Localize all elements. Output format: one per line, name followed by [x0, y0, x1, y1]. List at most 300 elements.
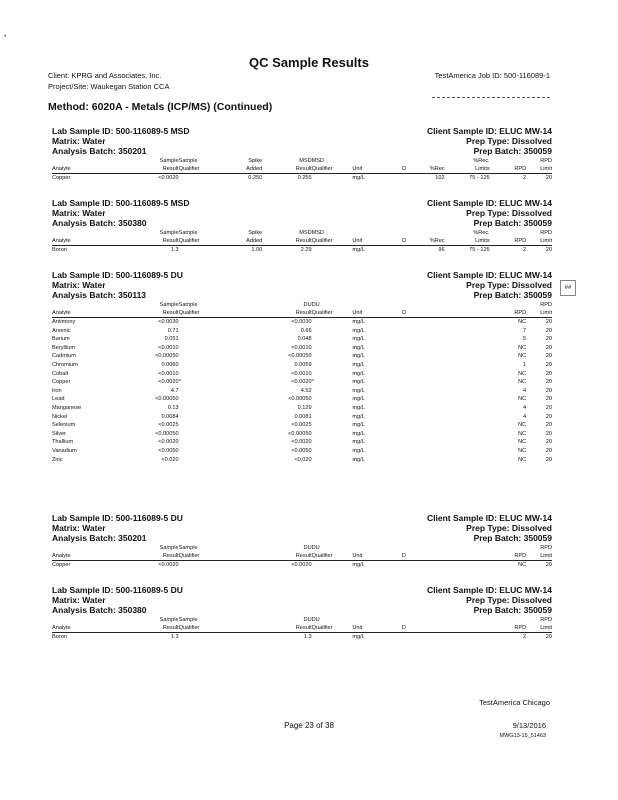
column-header-cell: Unit: [352, 624, 393, 633]
column-header-top-cell: DU: [303, 545, 312, 551]
table-row: [52, 318, 552, 327]
column-header-top-cell: DU: [303, 302, 312, 308]
table-row-cell: [415, 344, 445, 353]
table-row: [52, 335, 552, 344]
column-header-cell: D: [393, 552, 414, 561]
table-row-cell: [179, 344, 218, 353]
table-row-cell: 20: [545, 379, 552, 386]
report-date: 9/13/2016: [512, 721, 546, 730]
table-row-cell: [312, 174, 353, 183]
table-row: [52, 395, 552, 404]
table-row-cell: [415, 327, 445, 336]
column-header-cell: Qualifier: [179, 237, 218, 246]
footer-lab-name: TestAmerica Chicago: [479, 698, 550, 707]
column-header-cell: Qualifier: [179, 624, 218, 633]
table-row-cell: [445, 352, 490, 361]
table-row-cell: [312, 335, 353, 344]
column-header-top-cell: [490, 544, 526, 552]
table-row-cell: [415, 361, 445, 370]
column-header-top-cell: Sample: [159, 617, 179, 623]
table-row-cell: mg/L: [352, 404, 365, 411]
column-header-cell: %Rec: [415, 237, 445, 246]
table-row-cell: 20: [545, 175, 552, 181]
table-row-cell: [393, 327, 414, 336]
table-row-cell: [393, 413, 414, 422]
table-row-cell: [179, 456, 218, 465]
column-header-cell: RPD: [490, 237, 526, 246]
table-row-cell: Copper: [52, 379, 71, 386]
matrix: Matrix: Water: [52, 280, 106, 290]
table-row-cell: 0.051: [164, 336, 179, 343]
column-header-cell: [445, 309, 490, 318]
table-row-cell: [445, 413, 490, 422]
table-row-cell: mg/L: [352, 327, 365, 334]
table-row-cell: [445, 430, 490, 439]
table-row-cell: 20: [545, 562, 552, 568]
column-header-top-cell: [217, 544, 262, 552]
table-row-cell: <0.00050: [155, 353, 179, 360]
column-header: [52, 165, 552, 174]
prep-type: Prep Type: Dissolved: [466, 523, 552, 533]
column-header-cell: [445, 624, 490, 633]
qc-block: [52, 513, 552, 570]
table-row: [52, 246, 552, 255]
table-row-cell: [217, 344, 262, 353]
table-row: [52, 174, 552, 183]
column-header-top-cell: MSD: [299, 158, 312, 164]
client-sample-id: Client Sample ID: ELUC MW-14: [427, 270, 552, 280]
column-header-top-cell: [52, 301, 119, 309]
table-row-cell: <0.0010: [158, 344, 179, 351]
table-row: [52, 456, 552, 465]
table-row-cell: mg/L: [352, 353, 365, 360]
column-header-top-cell: Sample: [178, 617, 198, 623]
table-row-cell: 20: [545, 634, 552, 640]
table-row-cell: 0.0060: [161, 361, 179, 368]
column-header-top-cell: Sample: [178, 158, 198, 164]
column-header-cell: Unit: [352, 309, 393, 318]
column-header-top-cell: [352, 157, 393, 165]
table-row: [52, 378, 552, 387]
header-divider: [432, 97, 550, 98]
column-header-cell: Analyte: [52, 237, 119, 246]
prep-type: Prep Type: Dissolved: [466, 136, 552, 146]
table-row-cell: [312, 404, 353, 413]
column-header-top-cell: %Rec.: [473, 230, 490, 236]
table-row-cell: [445, 318, 490, 327]
table-row-cell: Chromium: [52, 361, 78, 368]
column-header-cell: [217, 624, 262, 633]
table-row-cell: 4: [523, 404, 527, 411]
table-row-cell: 2: [523, 175, 527, 181]
table-row-cell: [445, 327, 490, 336]
column-header-cell: Qualifier: [312, 309, 353, 318]
table-row-cell: 20: [545, 396, 552, 403]
table-row-cell: NC: [518, 422, 527, 429]
table-row-cell: <0.0020: [158, 562, 179, 568]
table-row-cell: [445, 378, 490, 387]
analysis-batch: Analysis Batch: 350380: [52, 605, 147, 615]
column-header-cell: Qualifier: [312, 165, 353, 174]
table-row-cell: [217, 404, 262, 413]
column-header-cell: [415, 624, 445, 633]
table-row-cell: mg/L: [352, 422, 365, 429]
table-row-cell: 0.255: [297, 175, 312, 181]
table-row: [52, 327, 552, 336]
table-row-cell: Manganese: [52, 404, 82, 411]
table-row-cell: 20: [545, 361, 552, 368]
table-row-cell: [179, 430, 218, 439]
column-header-cell: Limit: [526, 237, 552, 246]
table-row-cell: <0.0025: [291, 422, 312, 429]
table-row-cell: 0.048: [297, 336, 312, 343]
column-header-cell: %Rec: [415, 165, 445, 174]
table-row-cell: [393, 361, 414, 370]
column-header-top-cell: [393, 157, 414, 165]
table-row-cell: 2: [523, 634, 527, 640]
table-row-cell: [312, 430, 353, 439]
table-row-cell: NC: [518, 439, 527, 446]
table-row-cell: [217, 370, 262, 379]
table-row-cell: ^: [178, 379, 182, 386]
qc-block: [52, 126, 552, 183]
table-row-cell: [312, 246, 353, 255]
table-row-cell: 0.71: [167, 327, 179, 334]
table-row-cell: 0.13: [167, 404, 179, 411]
table-row-cell: [415, 413, 445, 422]
column-header-top-cell: RPD: [540, 545, 552, 551]
column-header-top-cell: Sample: [159, 230, 179, 236]
table-row-cell: <0.0050: [291, 447, 312, 454]
client-sample-id: Client Sample ID: ELUC MW-14: [427, 513, 552, 523]
table-row-cell: [415, 447, 445, 456]
table-row: [52, 387, 552, 396]
table-row-cell: [445, 370, 490, 379]
table-row-cell: <0.0010: [291, 370, 312, 377]
method-heading: Method: 6020A - Metals (ICP/MS) (Continued): [48, 101, 273, 113]
table-row-cell: [312, 413, 353, 422]
table-row-cell: mg/L: [352, 413, 365, 420]
table-row-cell: Boron: [52, 634, 67, 640]
column-header-top-cell: [352, 544, 393, 552]
table-row: [52, 352, 552, 361]
table-row-cell: 2.29: [300, 247, 312, 253]
table-row-cell: [179, 327, 218, 336]
qc-block: [52, 270, 552, 464]
table-row-cell: Copper: [52, 175, 71, 181]
column-header-top-cell: Sample: [178, 545, 198, 551]
table-row-cell: [445, 421, 490, 430]
table-row-cell: [179, 370, 218, 379]
column-header-cell: [415, 309, 445, 318]
column-header-cell: Added: [217, 165, 262, 174]
table-row-cell: [445, 404, 490, 413]
table-row-cell: [393, 370, 414, 379]
prep-batch: Prep Batch: 350059: [473, 533, 552, 543]
table-row-cell: <0.00050: [288, 430, 312, 437]
prep-batch: Prep Batch: 350059: [473, 218, 552, 228]
column-header-top-cell: [393, 544, 414, 552]
table-row-cell: 1.3: [170, 247, 179, 253]
table-row-cell: [217, 378, 262, 387]
table-row-cell: 0.66: [300, 327, 312, 334]
table-row-cell: Copper: [52, 562, 71, 568]
analysis-batch: Analysis Batch: 350201: [52, 533, 147, 543]
lab-sample-id: Lab Sample ID: 500-116089-5 DU: [52, 585, 183, 595]
qc-block: [52, 585, 552, 642]
column-header: [52, 624, 552, 633]
table-row-cell: [393, 344, 414, 353]
table-row-cell: <0.0010: [291, 344, 312, 351]
table-row-cell: <0.0025: [158, 422, 179, 429]
column-header-cell: [415, 552, 445, 561]
table-row-cell: mg/L: [352, 319, 365, 325]
column-header-cell: Limits: [445, 165, 490, 174]
column-header-top-cell: [393, 616, 414, 624]
column-header-top: [52, 229, 552, 237]
column-header-top-cell: [490, 157, 526, 165]
table-row-cell: [445, 395, 490, 404]
table-row-cell: [445, 633, 490, 642]
table-row-cell: 4: [523, 413, 527, 420]
table-row-cell: mg/L: [352, 370, 365, 377]
column-header-cell: [445, 552, 490, 561]
table-row-cell: [312, 361, 353, 370]
table-row-cell: [312, 633, 353, 642]
table-row: [52, 438, 552, 447]
column-header-top-cell: Sample: [178, 230, 198, 236]
table-row: [52, 413, 552, 422]
table-row-cell: [393, 395, 414, 404]
table-row-cell: mg/L: [352, 396, 365, 403]
column-header-cell: Unit: [352, 552, 393, 561]
table-row-cell: [217, 395, 262, 404]
table-row-cell: [217, 456, 262, 465]
table-row-cell: [445, 561, 490, 570]
table-row-cell: [393, 561, 414, 570]
table-row-cell: mg/L: [352, 439, 365, 446]
column-header-top-cell: [52, 544, 119, 552]
table-row-cell: [415, 633, 445, 642]
table-row-cell: [445, 447, 490, 456]
table-row-cell: [312, 561, 353, 570]
column-header-top-cell: Sample: [159, 158, 179, 164]
column-header-cell: Result: [119, 165, 179, 174]
margin-mark: *: [4, 35, 7, 41]
column-header-cell: Limit: [526, 309, 552, 318]
column-header-cell: D: [393, 165, 414, 174]
prep-batch: Prep Batch: 350059: [473, 605, 552, 615]
column-header-top: [52, 301, 552, 309]
table-row-cell: [217, 361, 262, 370]
table-row-cell: 20: [545, 353, 552, 360]
analysis-batch: Analysis Batch: 350380: [52, 218, 147, 228]
table-row-cell: [312, 352, 353, 361]
table-row-cell: Barium: [52, 336, 70, 343]
table-row-cell: [217, 335, 262, 344]
table-row-cell: [217, 561, 262, 570]
column-header-top-cell: Spike: [248, 230, 263, 236]
table-row-cell: [393, 387, 414, 396]
matrix: Matrix: Water: [52, 208, 106, 218]
column-header-cell: Result: [119, 237, 179, 246]
table-row-cell: 0.129: [297, 404, 312, 411]
table-row-cell: [179, 413, 218, 422]
table-row: [52, 430, 552, 439]
column-header-top-cell: RPD: [540, 158, 552, 164]
job-id: TestAmerica Job ID: 500-116089-1: [434, 71, 550, 80]
table-row-cell: Boron: [52, 247, 67, 253]
table-row-cell: [217, 413, 262, 422]
column-header-cell: D: [393, 624, 414, 633]
column-header-top-cell: DU: [311, 545, 320, 551]
table-row-cell: Vanadium: [52, 447, 77, 454]
table-row-cell: <0.00050: [288, 353, 312, 360]
table-row-cell: Nickel: [52, 413, 68, 420]
table-row-cell: [312, 344, 353, 353]
results-table: [52, 229, 552, 255]
column-header-top-cell: RPD: [540, 302, 552, 308]
column-header-top-cell: %Rec.: [473, 158, 490, 164]
table-row-cell: NC: [518, 456, 527, 463]
table-row-cell: <0.0020: [291, 562, 312, 568]
table-row: [52, 361, 552, 370]
qc-block: [52, 198, 552, 255]
column-header-cell: Analyte: [52, 552, 119, 561]
column-header-top-cell: [217, 616, 262, 624]
results-table: [52, 616, 552, 642]
column-header: [52, 309, 552, 318]
table-row-cell: 0.0084: [161, 413, 179, 420]
table-row-cell: 20: [545, 344, 552, 351]
table-row-cell: 102: [435, 175, 445, 181]
table-row-cell: <0.00050: [155, 430, 179, 437]
table-row-cell: [312, 370, 353, 379]
column-header-top-cell: [445, 544, 490, 552]
table-row-cell: mg/L: [352, 344, 365, 351]
table-row-cell: [445, 335, 490, 344]
table-row-cell: Beryllium: [52, 344, 76, 351]
table-row-cell: [393, 438, 414, 447]
table-row-cell: <0.020: [294, 456, 312, 463]
table-row-cell: [179, 335, 218, 344]
table-row-cell: 4.7: [170, 387, 179, 394]
column-header-cell: Qualifier: [312, 624, 353, 633]
table-row-cell: mg/L: [352, 336, 365, 343]
table-row: [52, 447, 552, 456]
table-row-cell: [393, 318, 414, 327]
client-sample-id: Client Sample ID: ELUC MW-14: [427, 198, 552, 208]
client-sample-id: Client Sample ID: ELUC MW-14: [427, 585, 552, 595]
table-row-cell: [217, 327, 262, 336]
column-header-top-cell: [415, 301, 445, 309]
table-row-cell: Thallium: [52, 439, 74, 446]
table-row-cell: [312, 447, 353, 456]
column-header-cell: Result: [262, 624, 311, 633]
table-row-cell: 75 - 125: [469, 247, 490, 253]
column-header-cell: Limit: [526, 165, 552, 174]
column-header-top-cell: [217, 301, 262, 309]
column-header-cell: Qualifier: [312, 237, 353, 246]
table-row: [52, 370, 552, 379]
column-header-top-cell: [415, 157, 445, 165]
table-row-cell: [393, 421, 414, 430]
column-header-top-cell: MSD: [299, 230, 312, 236]
table-row-cell: mg/L: [352, 175, 365, 181]
column-header-cell: D: [393, 309, 414, 318]
column-header-top-cell: [352, 301, 393, 309]
results-table: [52, 544, 552, 570]
column-header-cell: Limit: [526, 624, 552, 633]
table-row-cell: [393, 246, 414, 255]
column-header-top-cell: [393, 301, 414, 309]
column-header-cell: [217, 309, 262, 318]
table-row-cell: [179, 404, 218, 413]
table-row-cell: [312, 387, 353, 396]
table-row-cell: Selenium: [52, 422, 76, 429]
table-row-cell: 4.52: [300, 387, 312, 394]
table-row-cell: NC: [518, 379, 527, 386]
side-stamp-icon: ##: [560, 280, 576, 296]
table-row-cell: <0.0020: [158, 439, 179, 446]
table-row-cell: [217, 633, 262, 642]
table-row-cell: [312, 421, 353, 430]
column-header-cell: RPD: [490, 624, 526, 633]
matrix: Matrix: Water: [52, 136, 106, 146]
column-header-cell: Analyte: [52, 309, 119, 318]
column-header-cell: Qualifier: [179, 552, 218, 561]
column-header-cell: Unit: [352, 237, 393, 246]
column-header-top-cell: [415, 616, 445, 624]
column-header-top: [52, 616, 552, 624]
column-header-cell: Result: [262, 165, 311, 174]
table-row-cell: NC: [518, 319, 527, 325]
table-row-cell: 2: [523, 247, 527, 253]
table-row-cell: 7: [523, 327, 527, 334]
column-header-top: [52, 157, 552, 165]
column-header-cell: D: [393, 237, 414, 246]
table-row-cell: mg/L: [352, 387, 365, 394]
prep-type: Prep Type: Dissolved: [466, 208, 552, 218]
table-row-cell: [393, 174, 414, 183]
table-row-cell: <0.0020: [158, 175, 179, 181]
analysis-batch: Analysis Batch: 350113: [52, 290, 147, 300]
column-header-top-cell: [490, 229, 526, 237]
table-row-cell: mg/L: [352, 247, 365, 253]
table-row-cell: Zinc: [52, 456, 63, 463]
column-header-top-cell: [415, 229, 445, 237]
table-row-cell: [415, 430, 445, 439]
table-row-cell: [415, 335, 445, 344]
column-header-top: [52, 544, 552, 552]
table-row-cell: 0.250: [248, 175, 263, 181]
table-row-cell: ^: [311, 379, 315, 386]
column-header-cell: Result: [262, 309, 311, 318]
table-row-cell: [312, 327, 353, 336]
table-row-cell: Silver: [52, 430, 66, 437]
table-row-cell: mg/L: [352, 456, 365, 463]
table-row-cell: mg/L: [352, 430, 365, 437]
table-row-cell: 96: [438, 247, 445, 253]
table-row-cell: [179, 438, 218, 447]
table-row-cell: [445, 456, 490, 465]
table-row-cell: 20: [545, 319, 552, 325]
column-header-cell: Unit: [352, 165, 393, 174]
column-header-cell: [217, 552, 262, 561]
column-header-top-cell: Sample: [159, 545, 179, 551]
lab-sample-id: Lab Sample ID: 500-116089-5 MSD: [52, 126, 190, 136]
table-row-cell: NC: [518, 447, 527, 454]
